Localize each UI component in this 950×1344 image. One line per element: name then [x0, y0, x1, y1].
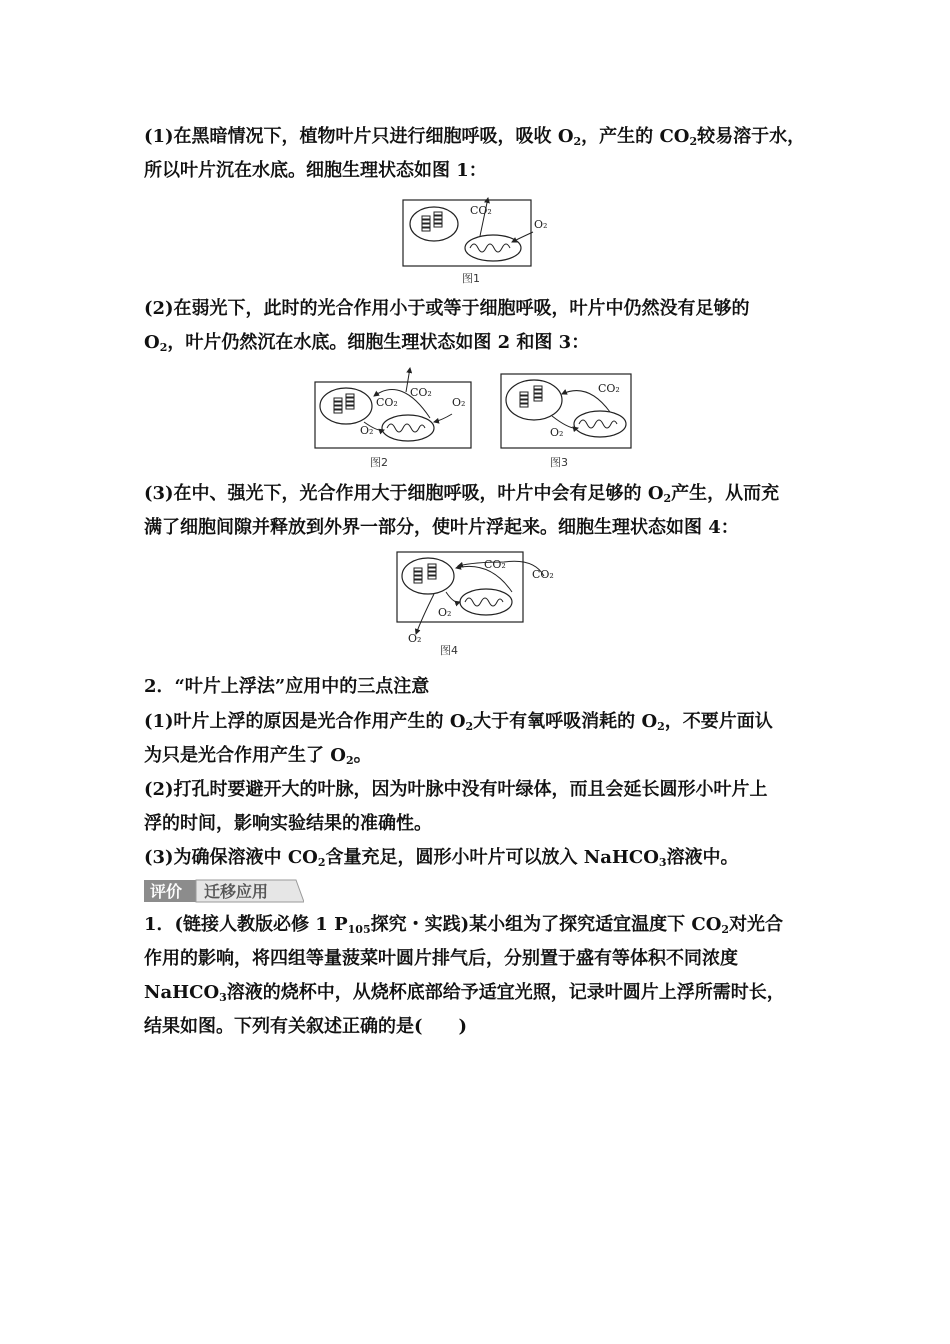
paragraph-weak-light: (2)在弱光下，此时的光合作用小于或等于细胞呼吸，叶片中仍然没有足够的 $O_2$，叶片仍然沉在水底。细胞生理状态如图 2 和图 3：: [144, 298, 750, 354]
paragraph-strong-light: (3)在中、强光下，光合作用大于细胞呼吸，叶片中会有足够的 $O_2$产生，从而充 满了细胞间隙并释放到外界一部分，使叶片浮起来。细胞生理状态如图 4：: [144, 483, 780, 538]
mitochondrion-icon: [574, 411, 626, 437]
fig4-caption: 图4: [440, 644, 458, 657]
note-1: (1)叶片上浮的原因是光合作用产生的 $O_2$大于有氧呼吸消耗的 $O_2$，不要片面认 为只是光合作用产生了 $O_2$。: [144, 711, 773, 767]
fig2-co2-out-label: CO₂: [410, 386, 432, 399]
section-tag-right: 迁移应用: [204, 882, 269, 901]
fig3-co2-label: CO₂: [598, 382, 620, 395]
fig3-o2-label: O₂: [550, 426, 564, 439]
fig3-caption: 图3: [550, 456, 568, 469]
question-1: 1．(链接人教版必修 1 $P_{105}$探究・实践)某小组为了探究适宜温度下 $CO_2$对光合 作用的影响，将四组等量菠菜叶圆片排气后，分别置于盛有等体积不同浓度 NaHCO$_3$溶液的烧杯中，从烧杯底部给予适宜光照，记录叶圆片上浮所需时长， 结果如图。下列有关叙述正确的是( ): [144, 914, 785, 1037]
fig2-caption: 图2: [370, 456, 388, 469]
fig2-o2-in-label: O₂: [360, 424, 374, 437]
mitochondrion-icon: [465, 235, 521, 261]
fig4-o2-out-label: O₂: [408, 632, 422, 645]
fig4-o2-in-label: O₂: [438, 606, 452, 619]
note-2: (2)打孔时要避开大的叶脉，因为叶脉中没有叶绿体，而且会延长圆形小叶片上 浮的时间，影响实验结果的准确性。: [144, 779, 768, 834]
section-tag-left: 评价: [150, 882, 183, 901]
fig1-caption: 图1: [462, 272, 480, 285]
fig2-o2-out-label: O₂: [452, 396, 466, 409]
fig4-co2-in-label: CO₂: [484, 558, 506, 571]
note-3: (3)为确保溶液中 $CO_2$含量充足，圆形小叶片可以放入 NaHCO$_3$溶液中。: [144, 847, 739, 869]
mitochondrion-icon: [460, 589, 512, 615]
figure-1: [400, 196, 548, 288]
mitochondrion-icon: [382, 415, 434, 441]
fig4-co2-out-label: CO₂: [532, 568, 554, 581]
fig2-co2-in-label: CO₂: [376, 396, 398, 409]
fig1-co2-label: CO₂: [470, 204, 492, 217]
figure-3: [498, 372, 638, 472]
section-tag-evaluate-apply: [144, 879, 304, 903]
figure-2: [312, 366, 472, 472]
paragraph-dark-condition: (1)在黑暗情况下，植物叶片只进行细胞呼吸，吸收 $O_2$，产生的 $CO_2$较易溶于水， 所以叶片沉在水底。细胞生理状态如图 1：: [144, 126, 806, 181]
fig1-o2-label: O₂: [534, 218, 548, 231]
figure-4: [394, 548, 564, 660]
heading-three-notes: 2．“叶片上浮法”应用中的三点注意: [144, 676, 430, 697]
